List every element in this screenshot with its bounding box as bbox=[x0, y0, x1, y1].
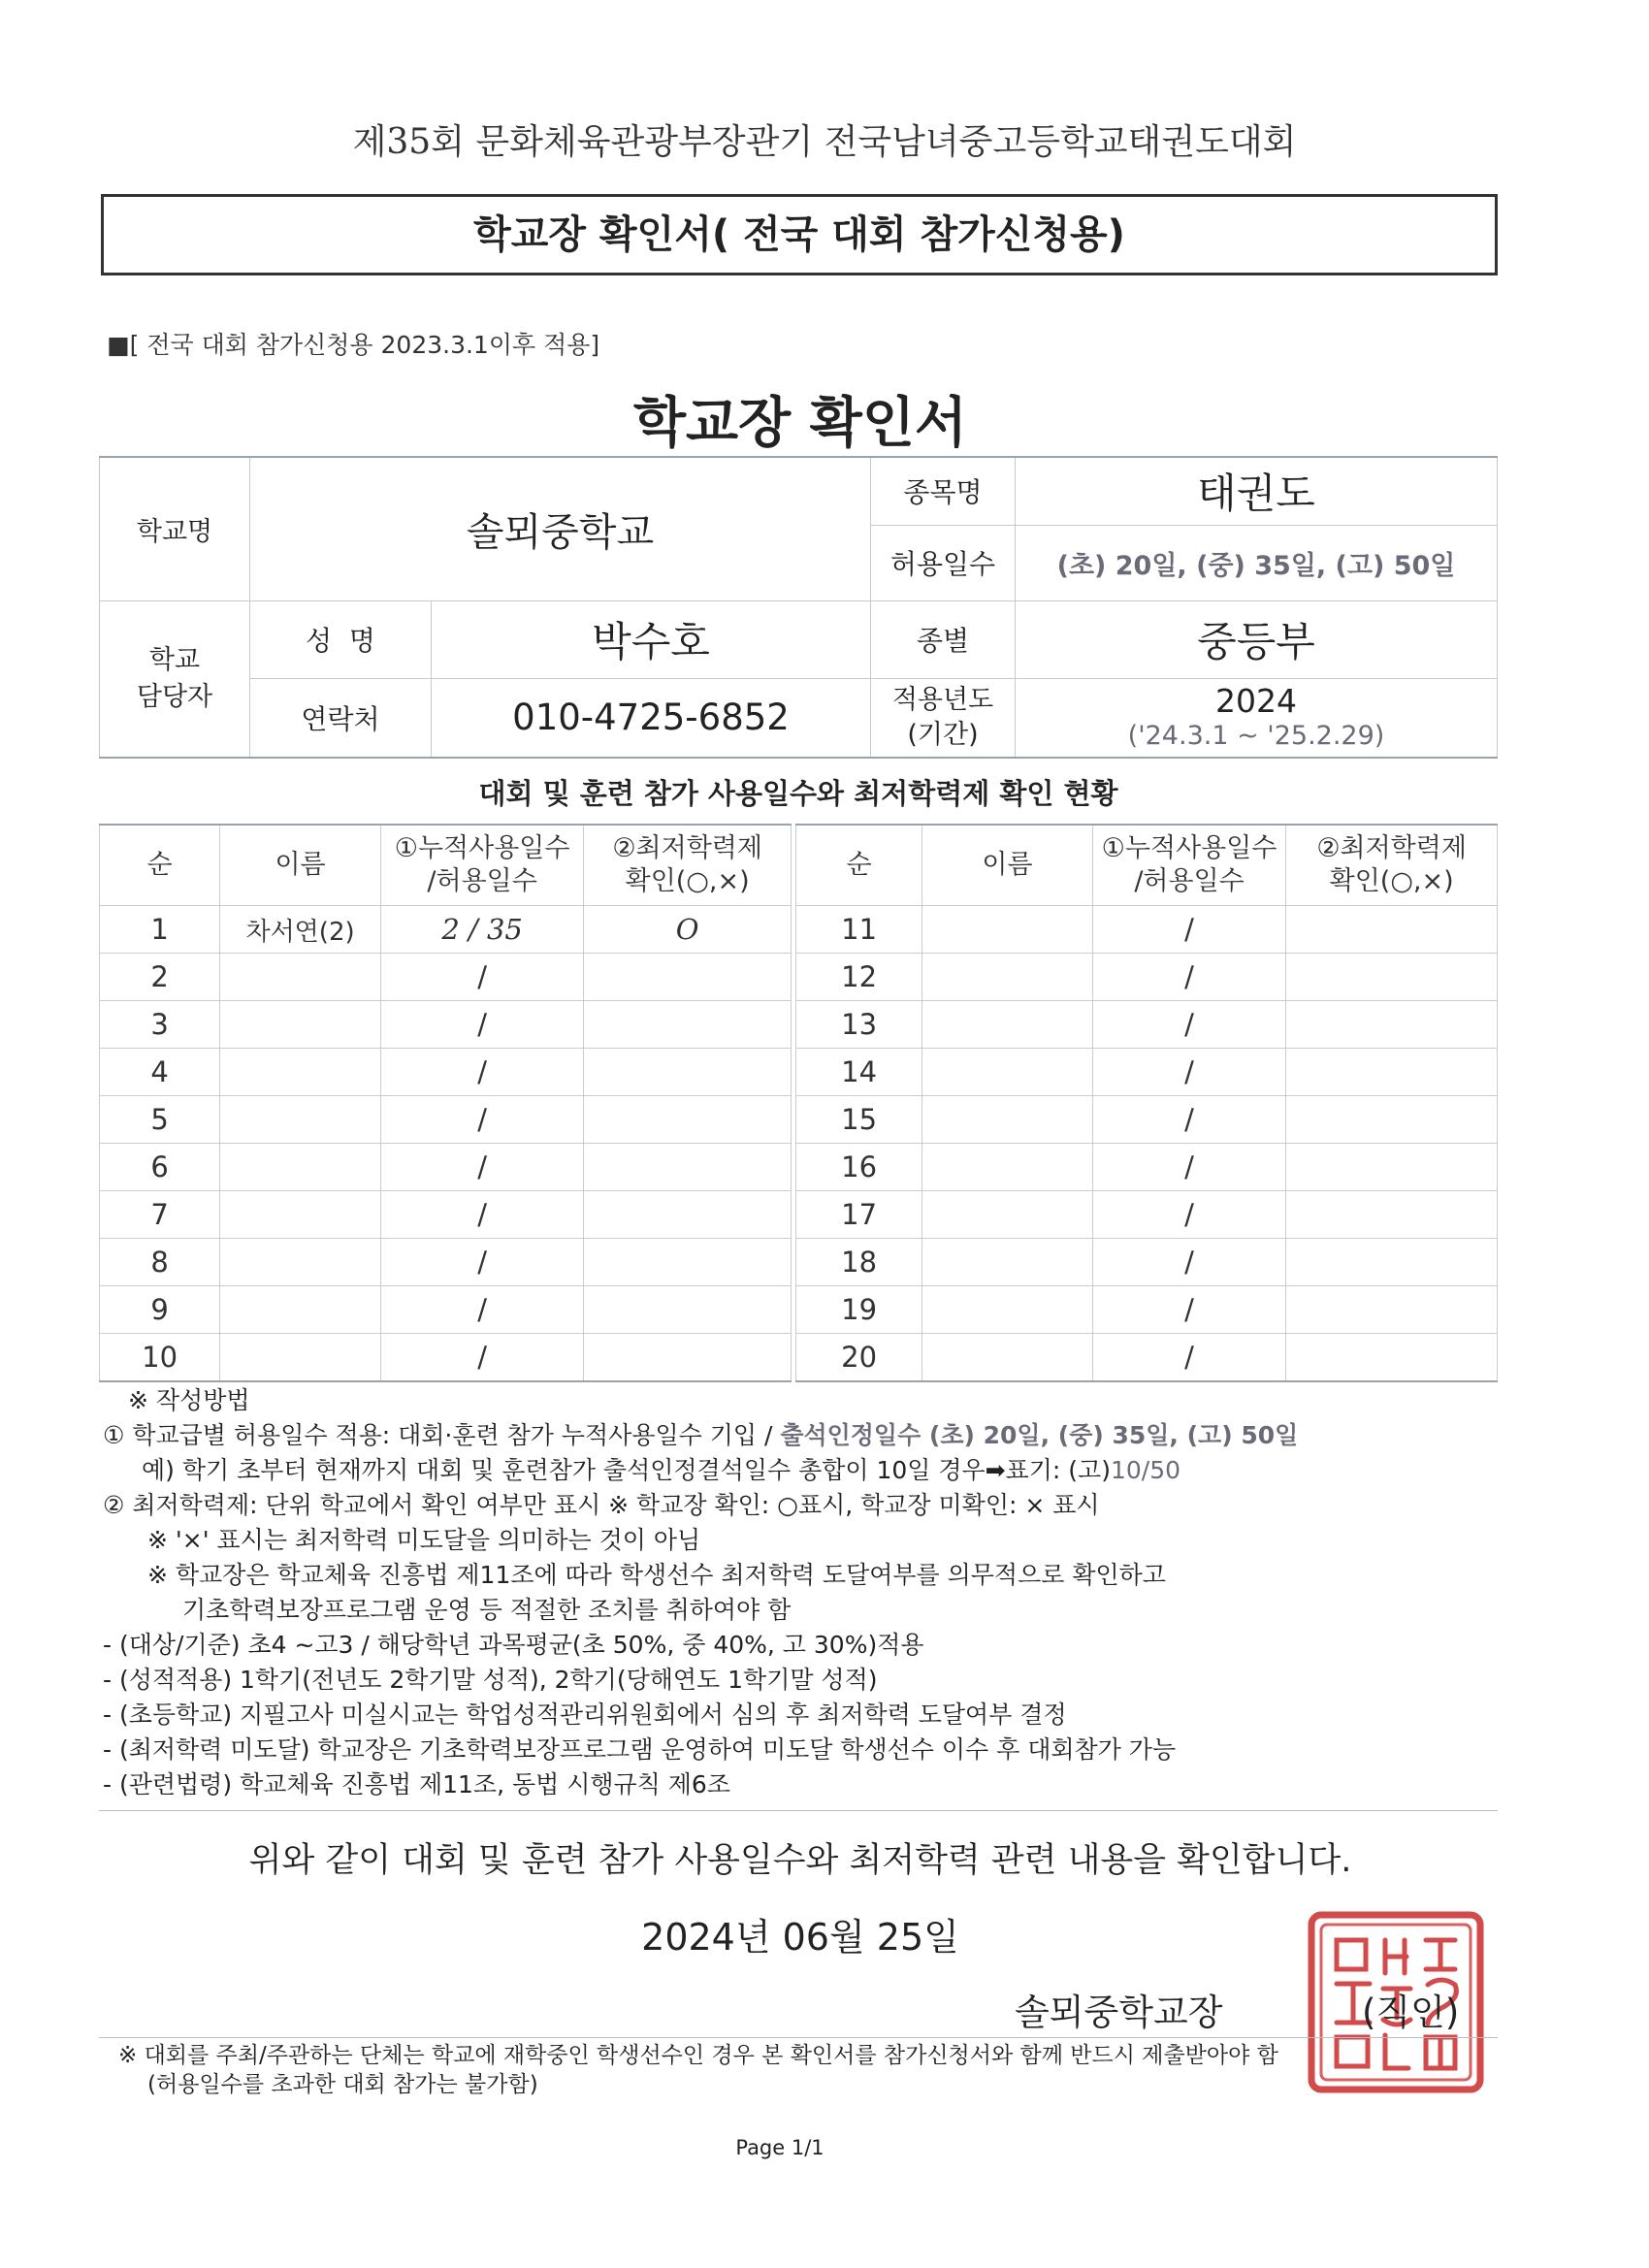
cell-check bbox=[584, 1191, 792, 1239]
cell-no: 20 bbox=[796, 1334, 922, 1382]
table-row bbox=[796, 1001, 1498, 1049]
cell-days: / bbox=[1092, 954, 1285, 1001]
sport-label: 종목명 bbox=[871, 457, 1016, 525]
cell-name bbox=[220, 1001, 381, 1049]
header-no: 순 bbox=[796, 825, 922, 906]
cell-check bbox=[1286, 1144, 1498, 1191]
cell-check: O bbox=[584, 906, 792, 954]
name-value: 박수호 bbox=[432, 600, 871, 678]
cell-check bbox=[1286, 1096, 1498, 1144]
confirm-text: 위와 같이 대회 및 훈련 참가 사용일수와 최저학력 관련 내용을 확인합니다. bbox=[248, 1841, 1352, 1880]
cell-check bbox=[584, 1239, 792, 1286]
cell-no: 6 bbox=[100, 1144, 220, 1191]
year-value: 2024 bbox=[1215, 681, 1297, 720]
cell-check bbox=[584, 1144, 792, 1191]
contact-value: 010-4725-6852 bbox=[432, 678, 871, 758]
note-2: ② 최저학력제: 단위 학교에서 확인 여부만 표시 ※ 학교장 확인: ○표시, 학교장 미확인: × 표시 bbox=[103, 1491, 1100, 1519]
cell-check bbox=[1286, 1286, 1498, 1334]
cell-check bbox=[1286, 1001, 1498, 1049]
note-d5: - (관련법령) 학교체육 진흥법 제11조, 동법 시행규칙 제6조 bbox=[103, 1770, 730, 1798]
cell-name bbox=[922, 1286, 1093, 1334]
table-row bbox=[100, 1144, 792, 1191]
cell-check bbox=[584, 1096, 792, 1144]
cell-no: 13 bbox=[796, 1001, 922, 1049]
table-row bbox=[100, 1001, 792, 1049]
footnote bbox=[118, 2041, 1278, 2099]
cell-name bbox=[220, 954, 381, 1001]
cell-no: 8 bbox=[100, 1239, 220, 1286]
note-d1: - (대상/기준) 초4 ~고3 / 해당학년 과목평균(초 50%, 중 40%, 고 30%)적용 bbox=[103, 1631, 924, 1659]
boxed-title-text: 학교장 확인서( 전국 대회 참가신청용) bbox=[473, 212, 1125, 257]
cell-no: 2 bbox=[100, 954, 220, 1001]
note-d2: - (성적적용) 1학기(전년도 2학기말 성적), 2학기(당해연도 1학기말 성적) bbox=[103, 1666, 878, 1694]
cell-no: 17 bbox=[796, 1191, 922, 1239]
school-label: 학교명 bbox=[100, 457, 250, 600]
note-1b-gray: 10/50 bbox=[1110, 1456, 1181, 1484]
division-label: 종별 bbox=[871, 600, 1016, 678]
header-name: 이름 bbox=[220, 825, 381, 906]
school-value: 솔뫼중학교 bbox=[250, 457, 871, 600]
cell-check bbox=[1286, 954, 1498, 1001]
cell-name bbox=[922, 906, 1093, 954]
cell-no: 9 bbox=[100, 1286, 220, 1334]
header-days: ①누적사용일수 /허용일수 bbox=[380, 825, 583, 906]
form-tag: ■[ 전국 대회 참가신청용 2023.3.1이후 적용] bbox=[107, 331, 600, 359]
date-text: 2024년 06월 25일 bbox=[641, 1916, 959, 1959]
cell-check bbox=[1286, 1239, 1498, 1286]
doc-title: 학교장 확인서 bbox=[632, 392, 968, 455]
note-1b-text: 예) 학기 초부터 현재까지 대회 및 훈련참가 출석인정결석일수 총합이 10일 경우➡표기: (고) bbox=[142, 1456, 1111, 1484]
cell-no: 19 bbox=[796, 1286, 922, 1334]
cell-days: / bbox=[1092, 1001, 1285, 1049]
cell-name bbox=[220, 1096, 381, 1144]
table-row bbox=[796, 954, 1498, 1001]
table-row bbox=[796, 1239, 1498, 1286]
cell-days: / bbox=[1092, 906, 1285, 954]
cell-name bbox=[922, 1049, 1093, 1096]
event-title: 제35회 문화체육관광부장관기 전국남녀중고등학교태권도대회 bbox=[352, 122, 1297, 162]
table-row bbox=[796, 1144, 1498, 1191]
note-1-gray: 출석인정일수 (초) 20일, (중) 35일, (고) 50일 bbox=[780, 1421, 1299, 1449]
table-row bbox=[796, 1286, 1498, 1334]
table-header-row bbox=[796, 825, 1498, 906]
records-table-left bbox=[99, 824, 792, 1382]
header-days: ①누적사용일수 /허용일수 bbox=[1092, 825, 1285, 906]
cell-check bbox=[1286, 1049, 1498, 1096]
table-row bbox=[796, 906, 1498, 954]
table-row bbox=[100, 1286, 792, 1334]
note-d4: - (최저학력 미도달) 학교장은 기초학력보장프로그램 운영하여 미도달 학생선수 이수 후 대회참가 가능 bbox=[103, 1735, 1177, 1764]
section-title: 대회 및 훈련 참가 사용일수와 최저학력제 확인 현황 bbox=[478, 777, 1118, 810]
name-label: 성 명 bbox=[250, 600, 432, 678]
cell-check bbox=[584, 1334, 792, 1382]
year-label: 적용년도 (기간) bbox=[871, 678, 1016, 758]
period-value: ('24.3.1 ~ '25.2.29) bbox=[1127, 720, 1385, 751]
cell-check bbox=[584, 1001, 792, 1049]
cell-name bbox=[922, 1144, 1093, 1191]
cell-name bbox=[220, 1334, 381, 1382]
cell-no: 1 bbox=[100, 906, 220, 954]
cell-name bbox=[220, 1239, 381, 1286]
cell-days: / bbox=[380, 1049, 583, 1096]
cell-days: / bbox=[1092, 1049, 1285, 1096]
cell-name bbox=[220, 1286, 381, 1334]
table-header-row bbox=[100, 825, 792, 906]
cell-days: / bbox=[380, 1239, 583, 1286]
footnote-line-1: ※ 대회를 주최/주관하는 단체는 학교에 재학중인 학생선수인 경우 본 확인서를 참가신청서와 함께 반드시 제출받아야 함 bbox=[118, 2043, 1278, 2068]
note-1-text: ① 학교급별 허용일수 적용: 대회·훈련 참가 누적사용일수 기입 / bbox=[103, 1421, 781, 1449]
cell-days: / bbox=[1092, 1096, 1285, 1144]
table-row bbox=[796, 1334, 1498, 1382]
cell-check bbox=[1286, 1191, 1498, 1239]
note-2c: 기초학력보장프로그램 운영 등 적절한 조치를 취하여야 함 bbox=[182, 1596, 792, 1624]
cell-check bbox=[584, 1286, 792, 1334]
info-table bbox=[99, 456, 1498, 759]
cell-no: 14 bbox=[796, 1049, 922, 1096]
boxed-title bbox=[101, 194, 1498, 275]
table-row bbox=[100, 1334, 792, 1382]
cell-days: / bbox=[1092, 1239, 1285, 1286]
seal-text: (직인) bbox=[1362, 1992, 1460, 2033]
table-row bbox=[796, 1096, 1498, 1144]
table-row bbox=[100, 1096, 792, 1144]
cell-name bbox=[220, 1144, 381, 1191]
note-2a: ※ '×' 표시는 최저학력 미도달을 의미하는 것이 아님 bbox=[147, 1526, 701, 1554]
footer-divider bbox=[99, 2037, 1498, 2038]
note-1b bbox=[103, 1453, 1500, 1488]
table-row bbox=[796, 1049, 1498, 1096]
cell-name bbox=[922, 954, 1093, 1001]
cell-days: / bbox=[1092, 1144, 1285, 1191]
table-row bbox=[100, 954, 792, 1001]
cell-days: / bbox=[1092, 1191, 1285, 1239]
cell-days: / bbox=[380, 1001, 583, 1049]
header-check: ②최저학력제 확인(○,×) bbox=[1286, 825, 1498, 906]
cell-check bbox=[584, 954, 792, 1001]
cell-check bbox=[1286, 1334, 1498, 1382]
table-row bbox=[100, 1191, 792, 1239]
header-name: 이름 bbox=[922, 825, 1093, 906]
header-check: ②최저학력제 확인(○,×) bbox=[584, 825, 792, 906]
cell-no: 18 bbox=[796, 1239, 922, 1286]
notes-divider bbox=[99, 1810, 1498, 1811]
contact-label: 연락처 bbox=[250, 678, 432, 758]
table-row bbox=[796, 1191, 1498, 1239]
cell-days: / bbox=[380, 1286, 583, 1334]
cell-no: 16 bbox=[796, 1144, 922, 1191]
note-1 bbox=[103, 1418, 1500, 1453]
cell-check bbox=[1286, 906, 1498, 954]
cell-days: / bbox=[1092, 1334, 1285, 1382]
cell-days: / bbox=[380, 1334, 583, 1382]
note-2b: ※ 학교장은 학교체육 진흥법 제11조에 따라 학생선수 최저학력 도달여부를 의무적으로 확인하고 bbox=[147, 1561, 1166, 1589]
cell-days: 2 / 35 bbox=[380, 906, 583, 954]
cell-name bbox=[922, 1239, 1093, 1286]
header-no: 순 bbox=[100, 825, 220, 906]
cell-name bbox=[220, 1191, 381, 1239]
principal-text: 솔뫼중학교장 bbox=[1015, 1992, 1223, 2033]
manager-label: 학교 담당자 bbox=[100, 600, 250, 758]
cell-no: 5 bbox=[100, 1096, 220, 1144]
cell-no: 4 bbox=[100, 1049, 220, 1096]
notes-heading: ※ 작성방법 bbox=[128, 1386, 250, 1414]
sport-value: 태권도 bbox=[1016, 457, 1498, 525]
cell-name bbox=[922, 1191, 1093, 1239]
cell-days: / bbox=[380, 1191, 583, 1239]
cell-check bbox=[584, 1049, 792, 1096]
cell-days: / bbox=[380, 1144, 583, 1191]
table-row bbox=[100, 1049, 792, 1096]
cell-days: / bbox=[1092, 1286, 1285, 1334]
cell-no: 10 bbox=[100, 1334, 220, 1382]
cell-name bbox=[922, 1334, 1093, 1382]
cell-no: 12 bbox=[796, 954, 922, 1001]
footnote-line-2: (허용일수를 초과한 대회 참가는 불가함) bbox=[147, 2072, 538, 2097]
cell-no: 15 bbox=[796, 1096, 922, 1144]
cell-name bbox=[922, 1001, 1093, 1049]
records-table-right bbox=[795, 824, 1498, 1382]
cell-no: 3 bbox=[100, 1001, 220, 1049]
cell-days: / bbox=[380, 1096, 583, 1144]
allowed-value: (초) 20일, (중) 35일, (고) 50일 bbox=[1016, 525, 1498, 600]
allowed-label: 허용일수 bbox=[871, 525, 1016, 600]
cell-no: 7 bbox=[100, 1191, 220, 1239]
division-value: 중등부 bbox=[1016, 600, 1498, 678]
cell-name: 차서연(2) bbox=[220, 906, 381, 954]
cell-days: / bbox=[380, 954, 583, 1001]
note-d3: - (초등학교) 지필고사 미실시교는 학업성적관리위원회에서 심의 후 최저학력 도달여부 결정 bbox=[103, 1701, 1067, 1729]
cell-name bbox=[922, 1096, 1093, 1144]
table-row bbox=[100, 906, 792, 954]
cell-name bbox=[220, 1049, 381, 1096]
page-label: Page 1/1 bbox=[735, 2136, 824, 2159]
year-cell bbox=[1016, 678, 1498, 758]
table-row bbox=[100, 1239, 792, 1286]
cell-no: 11 bbox=[796, 906, 922, 954]
notes bbox=[103, 1383, 1500, 1802]
